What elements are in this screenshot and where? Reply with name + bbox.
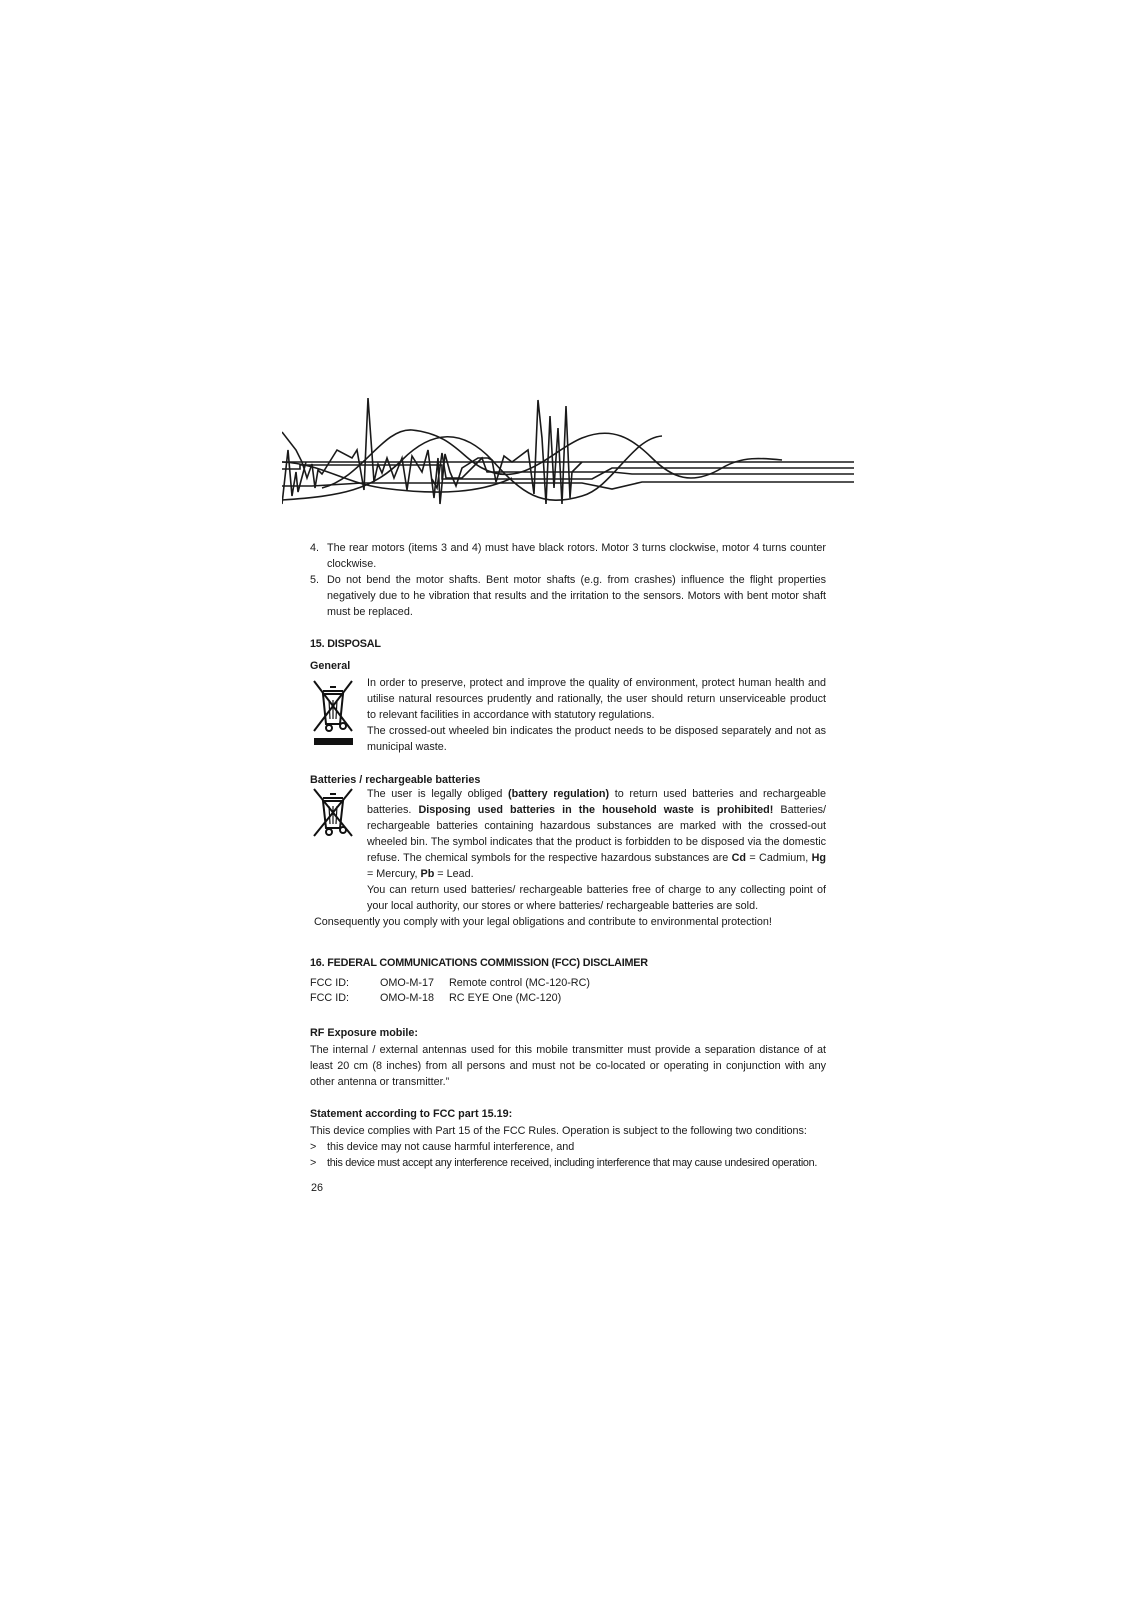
list-item [310, 540, 826, 572]
text-run: Batteries/ rechargeable batteries containing hazardous substances are marked with the crossed-out wheeled bin. The symbol indicates that the product is forbidden to be disposed via the domestic refuse. The chemical symbols for the respective hazardous substances are [367, 804, 826, 864]
rf-exposure-paragraph: The internal / external antennas used for this mobile transmitter must provide a separation distance of at least 20 cm (8 inches) from all persons and must not be co-located or operating in conjunction with any other antenna or transmitter.” [310, 1044, 826, 1088]
crossed-out-wheeled-bin-icon [310, 679, 356, 749]
list-item [310, 1155, 826, 1171]
subheading-fcc-statement: Statement according to FCC part 15.19: [310, 1108, 513, 1120]
bullet-marker: > [310, 1157, 317, 1169]
fcc-id-value: OMO-M-17 [380, 977, 434, 989]
fcc-id-value: OMO-M-18 [380, 992, 434, 1004]
bold-text: Disposing used batteries in the household waste is prohibited! [418, 804, 774, 816]
item-number: 5. [310, 574, 320, 586]
decorative-wave-graphic [282, 398, 854, 520]
subheading-general: General [310, 660, 351, 672]
bullet-marker: > [310, 1141, 317, 1153]
fcc-id-description: RC EYE One (MC-120) [449, 992, 562, 1004]
table-row [310, 976, 590, 991]
general-disposal-block [310, 675, 826, 755]
crossed-out-wheeled-bin-icon [310, 788, 356, 840]
instruction-list [310, 540, 826, 620]
chemical-symbol: Hg [811, 852, 826, 864]
fcc-id-description: Remote control (MC-120-RC) [449, 977, 590, 989]
table-row [310, 991, 590, 1006]
batteries-block [310, 786, 826, 930]
chemical-symbol: Cd [731, 852, 747, 864]
text-run: = Cadmium, [746, 852, 812, 864]
section-heading-fcc: 16. FEDERAL COMMUNICATIONS COMMISSION (FCC) DISCLAIMER [310, 957, 648, 969]
text-run: = Lead. [434, 868, 474, 880]
page-number: 26 [311, 1182, 324, 1194]
batteries-paragraph: You can return used batteries/ rechargeable batteries free of charge to any collecting point of your local authority, our stores or where batteries/ rechargeable batteries are sold. [367, 884, 826, 912]
batteries-conclusion: Consequently you comply with your legal obligations and contribute to environmental protection! [314, 916, 772, 928]
condition-text: this device may not cause harmful interference, and [327, 1141, 575, 1153]
chemical-symbol: Pb [420, 868, 435, 880]
general-paragraph: In order to preserve, protect and improve the quality of environment, protect human health and utilise natural resources prudently and rationally, the user should return unserviceable product to relevant facilities in accordance with statutory regulations. [367, 677, 826, 721]
item-text: The rear motors (items 3 and 4) must have black rotors. Motor 3 turns clockwise, motor 4 turns counter clockwise. [327, 542, 826, 570]
list-item [310, 572, 826, 620]
subheading-rf-exposure: RF Exposure mobile: [310, 1027, 418, 1039]
fcc-id-label: FCC ID: [310, 992, 349, 1004]
section-heading-disposal: 15. DISPOSAL [310, 638, 381, 650]
text-run: The user is legally obliged [367, 788, 509, 800]
text-run: to return used batteries and rechargeable batteries. [367, 788, 826, 816]
subheading-batteries: Batteries / rechargeable batteries [310, 774, 481, 786]
general-paragraph: The crossed-out wheeled bin indicates the product needs to be disposed separately and not as municipal waste. [367, 725, 826, 753]
condition-text: this device must accept any interference received, including interference that may cause undesired operation. [327, 1157, 818, 1169]
item-text: Do not bend the motor shafts. Bent motor shafts (e.g. from crashes) influence the flight properties negatively due to he vibration that results and the irritation to the sensors. Motors with bent motor shaft must be replaced. [327, 574, 826, 618]
fcc-id-label: FCC ID: [310, 977, 349, 989]
fcc-id-table [310, 976, 826, 1006]
text-run: = Mercury, [367, 868, 421, 880]
instructions-continued [310, 540, 826, 620]
fcc-statement-block [310, 1123, 826, 1171]
batteries-paragraph [367, 786, 826, 882]
item-number: 4. [310, 542, 320, 554]
bold-text: (battery regulation) [508, 788, 610, 800]
fcc-statement-paragraph: This device complies with Part 15 of the FCC Rules. Operation is subject to the following two conditions: [310, 1125, 807, 1137]
list-item [310, 1139, 826, 1155]
